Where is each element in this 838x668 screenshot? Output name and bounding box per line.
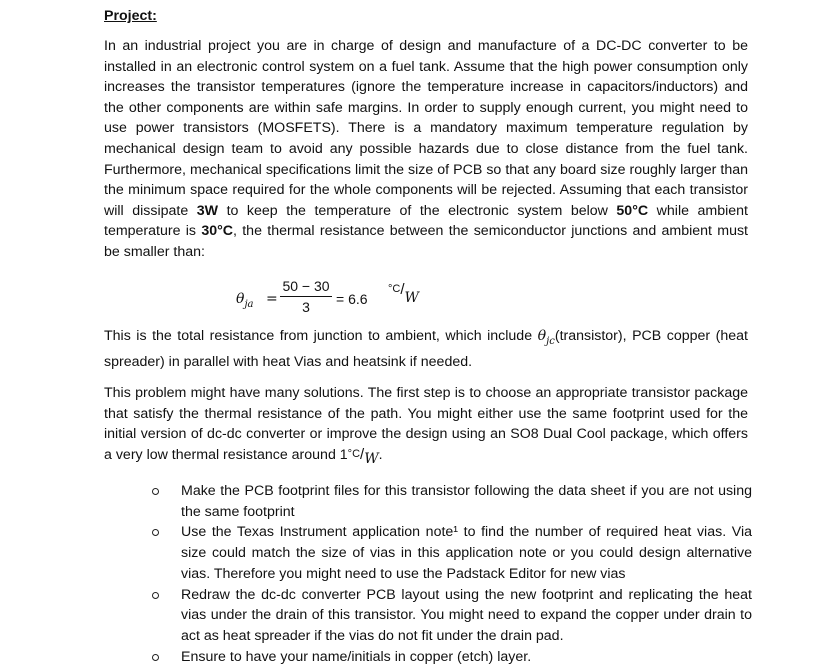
fraction-bar <box>280 296 332 297</box>
bullet-circle-icon <box>152 654 159 661</box>
paragraph-intro-text-g: , the thermal resistance between the semiconductor junctions and ambient must be smaller than: <box>104 223 748 260</box>
paragraph-intro-text-c: to keep the temperature of the electronic system below <box>218 202 617 219</box>
thermal-resistance-equation <box>236 277 496 321</box>
equation-lhs-subscript: ja <box>244 298 254 310</box>
paragraph-package-choice: This problem might have many solutions. The first step is to choose an appropriate transistor package that satisfy the thermal resistance of the path. You might either use the same footprint used for the initial version of dc-dc converter or improve the design using an SO8 Dual Cool package, which offers a very low thermal resistance around 1°C/W. <box>104 385 748 467</box>
equation-numerator: 50 − 30 <box>282 278 330 294</box>
paragraph-intro-text-e: while ambient temperature is <box>104 202 748 240</box>
theta-jc: $\theta_{jc}$ <box>537 328 555 347</box>
bullet-circle-icon <box>152 488 159 495</box>
list-item: Use the Texas Instrument application note¹ to find the number of required heat vias. Via size could match the size of vias in this application note or you could design alternative vias. Therefore you might need to use the Padstack Editor for new vias <box>152 522 752 584</box>
paragraph-intro-text-a: In an industrial project you are in charge of design and manufacture of a DC-DC converter to be installed in an electronic control system on a fuel tank. Assume that the high power consumption only increases the transistor temperatures (ignore the temperature increase in capacitors/inductors) and the other components are within safe margins. In order to supply enough current, you might need to use power transistors (MOSFETS). There is a mandatory maximum temperature regulation by mechanical design team to avoid any possible hazards due to close distance from the fuel tank. Furthermore, mechanical specifications limit the size of PCB so that any board size roughly larger than the minimum space required for the whole components will be rejected. Assuming that each transistor will dissipate <box>104 38 748 219</box>
paragraph-intro <box>104 36 748 263</box>
section-title: Project: <box>104 8 157 24</box>
equation-fraction <box>280 277 332 316</box>
document-body <box>104 6 748 263</box>
list-item: Redraw the dc-dc converter PCB layout using the new footprint and replicating the heat vias under the drain of this transistor. You might need to expand the copper under drain to act as heat spreader if the vias do not fit under the drain pad. <box>152 585 752 647</box>
paragraph-total-resistance: This is the total resistance from junction to ambient, which include $\theta_{jc}(transistor)$, PCB copper (heat spreader) in parallel with heat Vias and heatsink if needed. <box>104 328 748 371</box>
equation-result: = 6.6 <box>336 291 368 307</box>
package-unit: °C/W <box>347 445 379 467</box>
document-body-lower <box>104 326 748 466</box>
task-list <box>152 481 752 667</box>
ambient-temp-value: 30°C <box>201 223 234 240</box>
power-value: 3W <box>196 202 219 219</box>
equation-denominator: 3 <box>302 299 310 315</box>
max-temp-value: 50°C <box>616 202 649 219</box>
bullet-circle-icon <box>152 529 159 536</box>
list-item: Ensure to have your name/initials in copper (etch) layer. <box>152 647 752 668</box>
list-item: Make the PCB footprint files for this transistor following the data sheet if you are not using the same footprint <box>152 481 752 522</box>
equation-unit: °C/W <box>388 281 419 306</box>
bullet-circle-icon <box>152 592 159 599</box>
equation-equals: = <box>266 291 278 307</box>
equation-lhs: $\theta_{ja}$ <box>236 291 254 310</box>
